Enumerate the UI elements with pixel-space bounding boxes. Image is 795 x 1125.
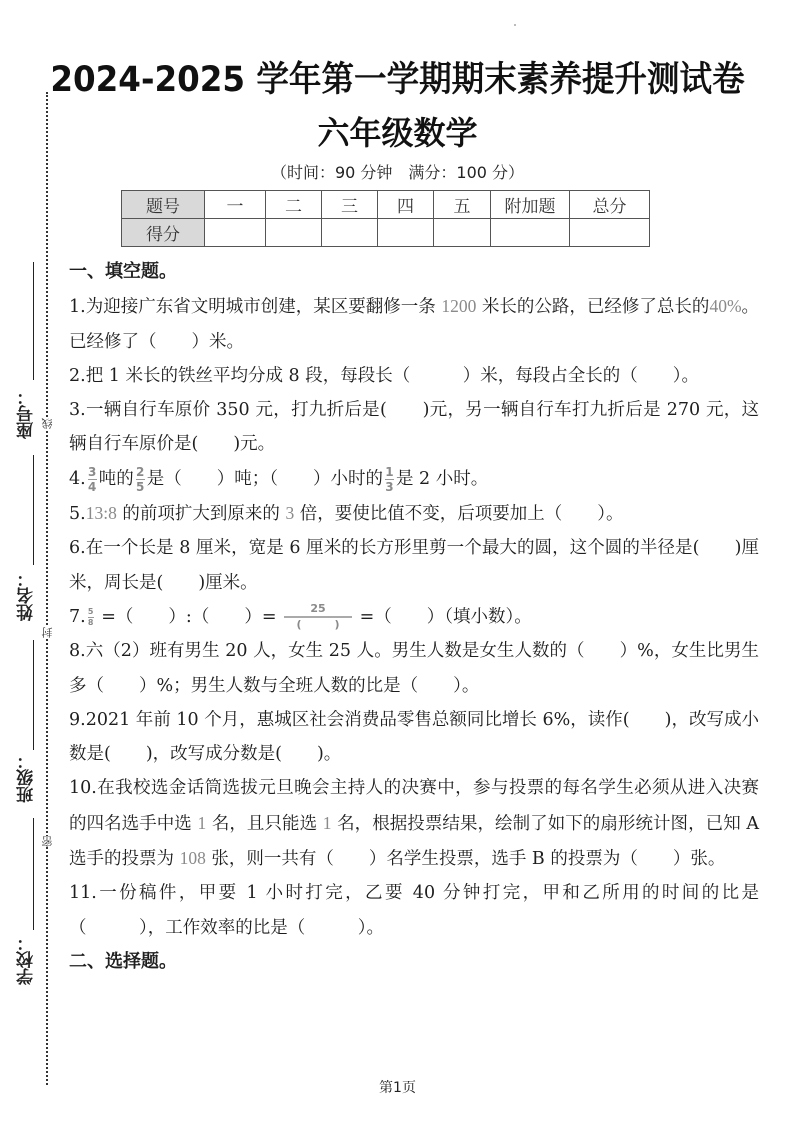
value-votes-a: 108	[179, 848, 206, 869]
score-cell-input[interactable]	[378, 219, 434, 247]
question-4: 4. $\frac{3}{4}$ 吨的 $\frac{2}{5}$ 是（ ）吨；（ ）小时的 $\frac{1}{3}$ 是 2 小时。	[69, 464, 489, 494]
question-10: 10.在我校选金话筒选拔元旦晚会主持人的决赛中，参与投票的每名学生必须从进入决赛的四名选手中选 1 名，且只能选 1 名，根据投票结果，绘制了如下的扇形统计图，已知 A 选手的投票为 108 张，则一共有（ ）名学生投票，选手 B 的投票为（ ）张。	[69, 778, 760, 870]
score-cell-input[interactable]	[434, 219, 491, 247]
score-table	[121, 190, 650, 247]
score-cell-input[interactable]	[205, 219, 266, 247]
question-11: 11.一份稿件，甲要 1 小时打完，乙要 40 分钟打完，甲和乙所用的时间的比是（ ），工作效率的比是（ ）。	[69, 883, 759, 938]
class-line[interactable]	[33, 640, 34, 750]
fraction-25-over-blank: $\frac{25}{( )}$	[284, 603, 352, 631]
score-cell-label: 题号	[122, 191, 205, 219]
question-8: 8.六（2）班有男生 20 人，女生 25 人。男生人数是女生人数的（ ）%，女生比男生多（ ）%；男生人数与全班人数的比是（ ）。	[69, 641, 759, 696]
school-line[interactable]	[33, 818, 34, 930]
page-number: 第1页	[379, 1080, 416, 1096]
question-5: 5.13:8 的前项扩大到原来的 3 倍，要使比值不变，后项要加上（ ）。	[69, 503, 624, 525]
question-2: 2.把 1 米长的铁丝平均分成 8 段，每段长（ ）米，每段占全长的（ ）。	[69, 365, 699, 386]
question-7: 7. $\frac{5}{8}$ =（ ）:（ ）= $\frac{25}{( )}$ =（ ）（填小数）。	[69, 602, 532, 632]
score-cell-input[interactable]	[266, 219, 322, 247]
value-road-length: 1200	[441, 296, 477, 317]
score-table-header-row	[122, 191, 650, 219]
score-cell-header: 五	[434, 191, 491, 219]
value-percent: 40%	[709, 296, 742, 317]
binding-mark-secret: 密	[41, 836, 54, 847]
fraction-3-4: $\frac{3}{4}$	[88, 464, 97, 494]
scan-dot	[514, 24, 516, 26]
value-multiple: 3	[285, 503, 295, 524]
value-ratio: 13:8	[85, 503, 117, 524]
exam-title: 2024-2025 学年第一学期期末素养提升测试卷	[50, 60, 745, 100]
name-line[interactable]	[33, 455, 34, 565]
exam-subject: 六年级数学	[317, 114, 478, 152]
school-label: 学校：	[17, 934, 37, 985]
fraction-2-5: $\frac{2}{5}$	[136, 464, 145, 494]
exam-time-score: （时间：90 分钟 满分：100 分）	[270, 163, 525, 182]
seat-number-label: 座号：	[17, 388, 37, 439]
section-title-multiple-choice: 二、选择题。	[69, 950, 177, 972]
section-title-fill-blank: 一、填空题。	[69, 261, 177, 282]
seat-number-line[interactable]	[33, 262, 34, 380]
score-cell-header: 一	[205, 191, 266, 219]
name-label: 姓名：	[17, 570, 37, 621]
score-cell-label: 得分	[122, 219, 205, 247]
value-one: 1	[322, 812, 332, 833]
score-cell-input[interactable]	[322, 219, 378, 247]
score-cell-header: 四	[378, 191, 434, 219]
score-cell-input[interactable]	[570, 219, 650, 247]
question-1: 1.为迎接广东省文明城市创建，某区要翻修一条 1200 米长的公路，已经修了总长的40%。已经修了（ ）米。	[69, 296, 760, 352]
binding-mark-seal: 封	[41, 627, 54, 638]
binding-mark-line: 线	[41, 418, 54, 429]
question-9: 9.2021 年前 10 个月，惠城区社会消费品零售总额同比增长 6%，读作( )，改写成小数是( )，改写成分数是( )。	[69, 709, 759, 765]
value-one: 1	[197, 812, 207, 833]
class-label: 班级：	[17, 752, 37, 803]
score-cell-header: 总分	[570, 191, 650, 219]
fraction-5-8: $\frac{5}{8}$	[87, 606, 94, 627]
score-table-score-row	[122, 219, 650, 247]
question-3: 3.一辆自行车原价 350 元，打九折后是( )元，另一辆自行车打九折后是 270 元，这辆自行车原价是( )元。	[69, 400, 759, 455]
score-cell-header: 三	[322, 191, 378, 219]
score-cell-input[interactable]	[491, 219, 570, 247]
score-cell-header: 二	[266, 191, 322, 219]
fraction-1-3: $\frac{1}{3}$	[385, 464, 394, 494]
score-cell-header: 附加题	[491, 191, 570, 219]
question-6: 6.在一个长是 8 厘米，宽是 6 厘米的长方形里剪一个最大的圆，这个圆的半径是( )厘米，周长是( )厘米。	[69, 538, 759, 593]
binding-dotted-line	[46, 92, 48, 1085]
question-content	[69, 255, 759, 979]
